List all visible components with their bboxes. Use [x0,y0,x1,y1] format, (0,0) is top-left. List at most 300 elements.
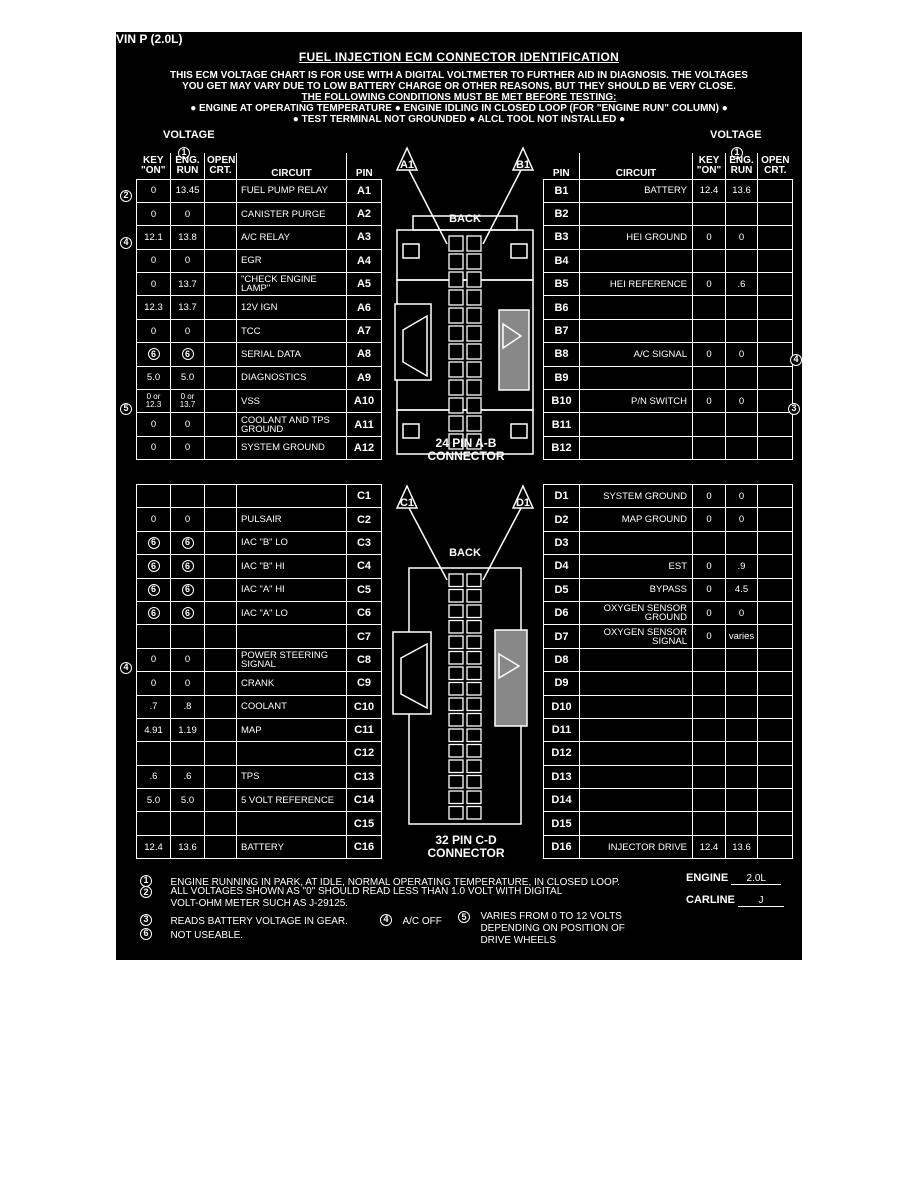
key-on-cell [693,249,726,272]
circuit-cell: DIAGNOSTICS [237,366,347,389]
a-row-a11 [137,413,382,436]
c-row-c13 [137,765,382,788]
circuit-cell [580,648,693,671]
open-crt-cell [758,601,793,624]
pin-cell: B1 [544,179,580,202]
eng-run-header: ENG. RUN [171,153,205,179]
b-row-b4 [544,249,793,272]
intro-line-5: ● TEST TERMINAL NOT GROUNDED ● ALCL TOOL NOT INSTALLED ● [292,114,626,125]
back-label-ab: BACK [449,213,481,225]
open-crt-cell [205,812,237,835]
eng-run-cell [726,319,758,342]
open-crt-cell [205,695,237,718]
c-row-c15 [137,812,382,835]
table-b-header [544,153,793,179]
pin-cell: C2 [347,508,382,531]
eng-run-cell: 0 [726,343,758,366]
circuit-cell: IAC "B" HI [237,555,347,578]
key-on-cell: 0 [693,226,726,249]
pin-cell: C12 [347,742,382,765]
circuit-cell [237,625,347,648]
pin-cell: B9 [544,366,580,389]
key-on-cell: 0 [137,179,171,202]
circuit-cell [580,366,693,389]
open-crt-cell [205,672,237,695]
key-on-cell: 5.0 [137,789,171,812]
d-row-d6 [544,601,793,624]
key-on-cell: 6 [137,555,171,578]
circuit-cell: INJECTOR DRIVE [580,835,693,858]
key-on-cell: 5.0 [137,366,171,389]
table-c [136,484,382,859]
pin-header: PIN [347,153,382,179]
circuit-cell: BATTERY [580,179,693,202]
key-on-cell: 0 [137,202,171,225]
pin-cavity [449,683,463,696]
open-crt-cell [758,765,793,788]
key-on-cell [693,695,726,718]
pin-cell: A10 [347,390,382,413]
pin-cell: C8 [347,648,382,671]
circuit-cell: BATTERY [237,835,347,858]
open-crt-cell [205,765,237,788]
pin-cell: D12 [544,742,580,765]
eng-run-cell: 5.0 [171,789,205,812]
a-row-a12 [137,436,382,459]
circuit-cell [580,742,693,765]
open-crt-cell [758,578,793,601]
circuit-cell: EST [580,555,693,578]
c-row-c9 [137,672,382,695]
open-crt-cell [205,485,237,508]
pin-cavity [449,236,463,251]
pin-cell: A2 [347,202,382,225]
open-crt-cell [205,742,237,765]
pin-cell: C10 [347,695,382,718]
eng-run-cell: 0 [726,508,758,531]
key-on-cell [693,648,726,671]
pin-cell: D11 [544,718,580,741]
eng-run-cell: 6 [171,555,205,578]
key-on-cell: 4.91 [137,718,171,741]
key-on-cell [693,531,726,554]
table-b [543,153,793,460]
key-on-cell: 12.4 [693,179,726,202]
d1-label: D1 [515,497,531,509]
pin-cell: C13 [347,765,382,788]
key-on-cell [693,366,726,389]
c-row-c11 [137,718,382,741]
circuit-cell: HEI GROUND [580,226,693,249]
pin-cavity [467,636,481,649]
note-1-marker-left: 1 [178,142,190,160]
pin-cavity [467,776,481,789]
pin-cavity [449,745,463,758]
open-crt-cell [205,343,237,366]
c-row-c16 [137,835,382,858]
eng-run-cell: 1.19 [171,718,205,741]
circuit-cell: MAP GROUND [580,508,693,531]
table-a-header [137,153,382,179]
open-crt-cell [205,648,237,671]
circuit-cell [237,812,347,835]
open-crt-cell [758,202,793,225]
pin-header: PIN [544,153,580,179]
open-crt-cell [205,366,237,389]
pin-cell: B6 [544,296,580,319]
page-title [116,50,802,64]
pin-cavity [449,254,463,269]
pin-cavity [467,621,481,634]
open-crt-cell [205,835,237,858]
pin-cavity [449,714,463,727]
b1-label: B1 [515,159,531,171]
d-row-d13 [544,765,793,788]
key-on-cell: 0 [693,601,726,624]
key-on-cell: 0 [693,555,726,578]
b-row-b3 [544,226,793,249]
a-row-a5 [137,273,382,296]
open-crt-cell [205,601,237,624]
b-row-b7 [544,319,793,342]
c-row-c2 [137,508,382,531]
pin-cell: C16 [347,835,382,858]
pin-cell: C15 [347,812,382,835]
open-crt-cell [205,531,237,554]
d-row-d9 [544,672,793,695]
eng-run-cell [171,812,205,835]
circuit-cell: OXYGEN SENSOR GROUND [580,601,693,624]
pin-cell: C5 [347,578,382,601]
eng-run-cell [726,648,758,671]
eng-run-cell: 13.6 [726,179,758,202]
open-crt-cell [758,413,793,436]
circuit-cell: CRANK [237,672,347,695]
pin-cell: D3 [544,531,580,554]
eng-run-cell [726,531,758,554]
eng-run-cell [726,742,758,765]
pin-cell: C6 [347,601,382,624]
circuit-cell: "CHECK ENGINE LAMP" [237,273,347,296]
chart-sheet [116,32,802,960]
circuit-cell [580,695,693,718]
open-crt-cell [205,249,237,272]
eng-run-cell: 13.7 [171,296,205,319]
circuit-cell [580,789,693,812]
carline-field: CARLINE J [686,894,784,907]
intro-line-4: ● ENGINE AT OPERATING TEMPERATURE ● ENGINE IDLING IN CLOSED LOOP (FOR "ENGINE RUN" COLUMN) ● [190,103,728,114]
pin-cell: C4 [347,555,382,578]
pin-cell: A4 [347,249,382,272]
pin-cell: A6 [347,296,382,319]
d-row-d16 [544,835,793,858]
circuit-cell [237,485,347,508]
a1-label: A1 [399,159,415,171]
circuit-cell [580,718,693,741]
pin-cavity [467,380,481,395]
pin-cell: A8 [347,343,382,366]
circuit-cell: P/N SWITCH [580,390,693,413]
a-row-a8 [137,343,382,366]
d-row-d1 [544,485,793,508]
note-1-marker-right: 1 [731,142,743,160]
circuit-cell: A/C RELAY [237,226,347,249]
eng-run-cell [726,296,758,319]
key-on-cell: 0 [693,343,726,366]
circuit-cell [580,249,693,272]
d-row-d10 [544,695,793,718]
pin-cavity [449,380,463,395]
pin-cavity [467,590,481,603]
open-crt-header: OPEN CRT. [205,153,237,179]
key-on-cell [693,296,726,319]
note-3: 3 READS BATTERY VOLTAGE IN GEAR. [140,911,348,929]
note-6: 6 NOT USEABLE. [140,925,243,943]
pin-cell: D8 [544,648,580,671]
circuit-cell [580,436,693,459]
pin-cavity [467,574,481,587]
circuit-cell: BYPASS [580,578,693,601]
intro-line-3: THE FOLLOWING CONDITIONS MUST BE MET BEFORE TESTING: [301,92,617,103]
key-on-cell: 0 [693,390,726,413]
pin-cavity [467,791,481,804]
open-crt-header: OPEN CRT. [758,153,793,179]
a-row-a7 [137,319,382,342]
pin-cell: C7 [347,625,382,648]
b-row-b12 [544,436,793,459]
b-row-b2 [544,202,793,225]
pin-cell: D10 [544,695,580,718]
pin-cell: A11 [347,413,382,436]
note-4-marker-b8: 4 [790,349,802,367]
pin-cell: D7 [544,625,580,648]
pin-cavity [449,636,463,649]
key-on-cell [137,485,171,508]
open-crt-cell [758,695,793,718]
d-row-d3 [544,531,793,554]
eng-run-cell: 0 or 13.7 [171,390,205,413]
pin-cavity [467,714,481,727]
eng-run-cell [726,695,758,718]
c-row-c8 [137,648,382,671]
key-on-cell: 0 [137,508,171,531]
circuit-cell: PULSAIR [237,508,347,531]
key-on-cell: 12.3 [137,296,171,319]
circuit-cell [580,765,693,788]
eng-run-cell [171,625,205,648]
open-crt-cell [758,718,793,741]
circuit-cell [580,672,693,695]
pin-cell: B12 [544,436,580,459]
b-row-b9 [544,366,793,389]
circuit-cell [580,812,693,835]
a-row-a9 [137,366,382,389]
key-on-cell [693,789,726,812]
eng-run-cell: 0 [171,648,205,671]
pin-cavity [449,326,463,341]
eng-run-cell: 13.7 [171,273,205,296]
voltage-label-left: VOLTAGE [163,129,215,141]
eng-run-cell: 0 [726,601,758,624]
pin-cell: C9 [347,672,382,695]
eng-run-cell: 0 [171,202,205,225]
pin-cavity [467,667,481,680]
pin-cell: C11 [347,718,382,741]
eng-run-cell [726,413,758,436]
note-4: 4 A/C OFF [380,911,442,929]
pin-cavity [467,344,481,359]
key-on-cell: 6 [137,601,171,624]
circuit-cell: 5 VOLT REFERENCE [237,789,347,812]
pin-cavity [449,362,463,377]
eng-run-cell [726,672,758,695]
key-on-cell: 0 [693,508,726,531]
eng-run-cell: 0 [726,226,758,249]
note-5-marker-a10: 5 [120,398,132,416]
c-row-c6 [137,601,382,624]
eng-run-cell: 0 [171,436,205,459]
d-row-d15 [544,812,793,835]
pin-cell: B3 [544,226,580,249]
open-crt-cell [758,226,793,249]
engine-field: ENGINE 2.0L [686,872,781,885]
pin-cavity [467,362,481,377]
pin-cavity [449,605,463,618]
open-crt-cell [758,485,793,508]
open-crt-cell [205,296,237,319]
eng-run-cell [171,742,205,765]
key-on-cell [693,436,726,459]
circuit-cell: A/C SIGNAL [580,343,693,366]
pin-cavity [449,652,463,665]
circuit-cell [580,413,693,436]
open-crt-cell [758,436,793,459]
eng-run-cell [726,202,758,225]
note-1: 1 ENGINE RUNNING IN PARK, AT IDLE, NORMAL OPERATING TEMPERATURE, IN CLOSED LOOP. [140,872,620,890]
eng-run-cell: 0 [726,485,758,508]
open-crt-cell [758,812,793,835]
pin-cell: D16 [544,835,580,858]
eng-run-header: ENG. RUN [726,153,758,179]
pin-cavity [467,745,481,758]
connector-cd-name: 32 PIN C-D CONNECTOR [427,833,505,860]
circuit-cell [580,202,693,225]
circuit-cell: TCC [237,319,347,342]
pin-cavity [449,776,463,789]
connector-ab-drawing [391,144,539,474]
pin-cell: D6 [544,601,580,624]
key-on-cell [137,812,171,835]
key-on-cell [137,742,171,765]
open-crt-cell [758,319,793,342]
pin-cavity [449,698,463,711]
circuit-cell: VSS [237,390,347,413]
pin-cell: D4 [544,555,580,578]
eng-run-cell [726,436,758,459]
pin-cell: A3 [347,226,382,249]
note-4-marker-c8: 4 [120,657,132,675]
c1-label: C1 [399,497,415,509]
pin-cavity [449,290,463,305]
key-on-cell: 0 [137,436,171,459]
key-on-cell: 12.4 [137,835,171,858]
d-row-d11 [544,718,793,741]
eng-run-cell: .6 [171,765,205,788]
key-on-cell: .7 [137,695,171,718]
pin-cavity [467,698,481,711]
key-on-cell: .6 [137,765,171,788]
c-row-c10 [137,695,382,718]
title-text: FUEL INJECTION ECM CONNECTOR IDENTIFICATION [298,50,620,64]
b-row-b1 [544,179,793,202]
pin-cell: C14 [347,789,382,812]
circuit-cell: HEI REFERENCE [580,273,693,296]
pin-cell: B2 [544,202,580,225]
eng-run-cell [726,366,758,389]
eng-run-cell: 0 [171,249,205,272]
circuit-cell: IAC "B" LO [237,531,347,554]
pin-cell: A7 [347,319,382,342]
open-crt-cell [758,555,793,578]
note-4-marker-a3: 4 [120,232,132,250]
table-d [543,484,793,859]
key-on-cell: 0 [137,249,171,272]
c-row-c14 [137,789,382,812]
key-on-header: KEY "ON" [693,153,726,179]
open-crt-cell [758,672,793,695]
eng-run-cell: 6 [171,343,205,366]
pin-cell: D9 [544,672,580,695]
pin-cell: D13 [544,765,580,788]
pin-cavity [449,416,463,431]
open-crt-cell [758,625,793,648]
intro-line-1: THIS ECM VOLTAGE CHART IS FOR USE WITH A DIGITAL VOLTMETER TO FURTHER AID IN DIAGNOSIS. THE VOLTAGES [170,70,748,81]
pin-cavity [467,326,481,341]
key-on-cell: 12.1 [137,226,171,249]
pin-cavity [449,667,463,680]
circuit-cell: EGR [237,249,347,272]
eng-run-cell [726,718,758,741]
table-a [136,153,382,460]
pin-cavity [449,344,463,359]
open-crt-cell [758,179,793,202]
key-on-cell [693,718,726,741]
eng-run-cell: 6 [171,531,205,554]
key-on-header: KEY "ON" [137,153,171,179]
open-crt-cell [205,202,237,225]
eng-run-cell [726,789,758,812]
pin-cavity [449,760,463,773]
key-on-cell [693,812,726,835]
a-row-a10 [137,390,382,413]
circuit-cell: MAP [237,718,347,741]
open-crt-cell [758,648,793,671]
open-crt-cell [758,508,793,531]
circuit-cell [580,531,693,554]
note-5: 5 VARIES FROM 0 TO 12 VOLTS DEPENDING ON POSITION OF DRIVE WHEELS [458,911,625,948]
pin-cavity [467,605,481,618]
d-row-d7 [544,625,793,648]
key-on-cell: 6 [137,343,171,366]
pin-cell: B5 [544,273,580,296]
a-row-a4 [137,249,382,272]
pin-cell: B10 [544,390,580,413]
pin-cell: D14 [544,789,580,812]
circuit-cell: SYSTEM GROUND [580,485,693,508]
key-on-cell: 0 [693,485,726,508]
key-on-cell [693,742,726,765]
eng-run-cell: 13.6 [726,835,758,858]
